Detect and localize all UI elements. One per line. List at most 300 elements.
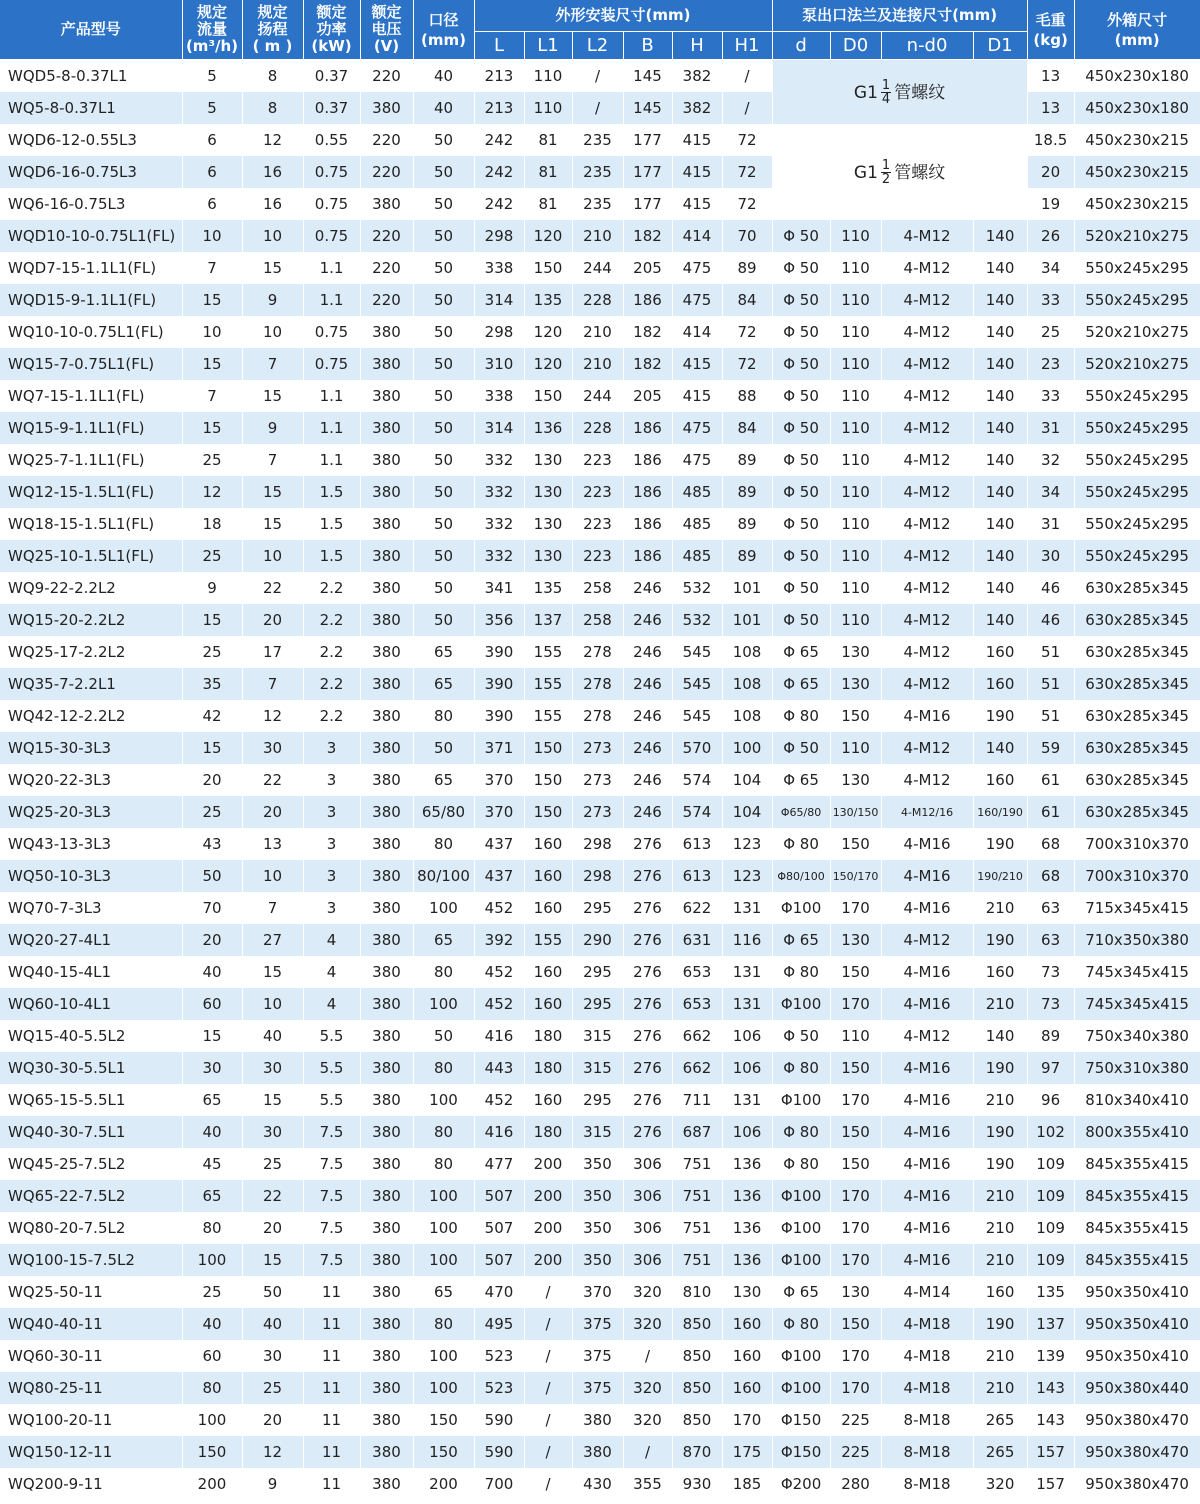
cell-D0: 225 [830,1404,881,1436]
cell-box: 550x245x295 [1074,540,1200,572]
cell-n-d0: 4-M12 [881,412,973,444]
table-row [0,860,1200,892]
cell-L1: / [524,1468,572,1500]
cell-caliber: 100 [413,892,474,924]
cell-H1: 131 [722,892,772,924]
cell-n-d0: 8-M18 [881,1436,973,1468]
cell-model: WQ50-10-3L3 [0,860,182,892]
cell-D0: 110 [830,732,881,764]
cell-L1: 130 [524,540,572,572]
cell-flow: 20 [182,764,242,796]
cell-flow: 5 [182,92,242,124]
cell-voltage: 380 [360,1276,413,1308]
cell-flow: 40 [182,1116,242,1148]
cell-flow: 6 [182,124,242,156]
cell-head: 12 [242,1436,303,1468]
cell-H1: 104 [722,796,772,828]
cell-D0: 130 [830,636,881,668]
cell-H: 751 [672,1244,722,1276]
cell-L2: 244 [572,380,623,412]
cell-L2: 273 [572,796,623,828]
cell-model: WQ35-7-2.2L1 [0,668,182,700]
cell-flow: 43 [182,828,242,860]
cell-H: 653 [672,988,722,1020]
cell-L: 390 [474,700,524,732]
cell-model: WQ30-30-5.5L1 [0,1052,182,1084]
cell-D1: 190 [973,1052,1027,1084]
cell-box: 630x285x345 [1074,604,1200,636]
cell-head: 12 [242,700,303,732]
cell-caliber: 40 [413,92,474,124]
cell-box: 630x285x345 [1074,732,1200,764]
cell-D0: 150/170 [830,860,881,892]
cell-L1: 160 [524,892,572,924]
cell-caliber: 50 [413,476,474,508]
cell-L1: 150 [524,380,572,412]
cell-D1: 160 [973,764,1027,796]
cell-model: WQ10-10-0.75L1(FL) [0,316,182,348]
cell-caliber: 80 [413,1116,474,1148]
cell-B: 246 [623,668,672,700]
cell-n-d0: 4-M14 [881,1276,973,1308]
cell-B: 246 [623,764,672,796]
cell-power: 11 [303,1436,360,1468]
cell-flow: 150 [182,1436,242,1468]
table-row [0,60,1200,93]
table-row [0,1340,1200,1372]
cell-flow: 10 [182,220,242,252]
cell-H: 631 [672,924,722,956]
cell-power: 11 [303,1404,360,1436]
cell-caliber: 80 [413,1148,474,1180]
cell-D1: 210 [973,988,1027,1020]
cell-D0: 150 [830,956,881,988]
cell-flow: 50 [182,860,242,892]
cell-flow: 7 [182,380,242,412]
cell-box: 450x230x215 [1074,188,1200,220]
cell-L1: 130 [524,508,572,540]
cell-flow: 25 [182,796,242,828]
cell-L: 332 [474,444,524,476]
header-install-group: 外形安装尺寸(mm) [474,0,772,32]
cell-L1: 155 [524,668,572,700]
cell-H1: 106 [722,1052,772,1084]
cell-weight: 135 [1027,1276,1074,1308]
cell-flow: 25 [182,444,242,476]
header-power: 额定 功率 (kW) [303,0,360,60]
cell-d: Φ 65 [772,1276,830,1308]
cell-H: 622 [672,892,722,924]
cell-head: 7 [242,668,303,700]
cell-weight: 19 [1027,188,1074,220]
cell-H1: 89 [722,444,772,476]
cell-D0: 110 [830,220,881,252]
cell-voltage: 380 [360,860,413,892]
cell-head: 30 [242,732,303,764]
cell-B: 246 [623,732,672,764]
cell-caliber: 50 [413,732,474,764]
cell-weight: 26 [1027,220,1074,252]
cell-D0: 170 [830,1372,881,1404]
cell-B: 276 [623,988,672,1020]
cell-B: 186 [623,540,672,572]
cell-power: 0.75 [303,188,360,220]
cell-box: 520x210x275 [1074,220,1200,252]
cell-head: 15 [242,380,303,412]
cell-L1: 81 [524,156,572,188]
cell-L1: 136 [524,412,572,444]
cell-voltage: 380 [360,1244,413,1276]
cell-box: 700x310x370 [1074,828,1200,860]
cell-L2: 380 [572,1436,623,1468]
cell-L2: 235 [572,188,623,220]
cell-voltage: 380 [360,1052,413,1084]
cell-model: WQ40-40-11 [0,1308,182,1340]
cell-B: 276 [623,1084,672,1116]
cell-L1: 180 [524,1116,572,1148]
cell-L2: 315 [572,1116,623,1148]
cell-H: 930 [672,1468,722,1500]
cell-caliber: 65 [413,1276,474,1308]
cell-voltage: 380 [360,348,413,380]
cell-model: WQ43-13-3L3 [0,828,182,860]
cell-d: Φ 50 [772,316,830,348]
cell-L2: 210 [572,348,623,380]
cell-caliber: 50 [413,540,474,572]
cell-box: 630x285x345 [1074,700,1200,732]
cell-L2: 223 [572,476,623,508]
cell-H: 382 [672,60,722,93]
cell-H1: 72 [722,156,772,188]
cell-L: 416 [474,1116,524,1148]
cell-D0: 110 [830,380,881,412]
cell-L1: 160 [524,988,572,1020]
cell-L: 332 [474,508,524,540]
cell-head: 22 [242,764,303,796]
cell-H1: 84 [722,412,772,444]
cell-L1: / [524,1404,572,1436]
cell-power: 3 [303,860,360,892]
cell-caliber: 50 [413,220,474,252]
cell-power: 1.1 [303,444,360,476]
cell-head: 9 [242,1468,303,1500]
cell-D0: 150 [830,700,881,732]
cell-caliber: 100 [413,1244,474,1276]
cell-L2: 315 [572,1020,623,1052]
cell-caliber: 50 [413,1020,474,1052]
header-d: d [772,32,830,60]
cell-flow: 5 [182,60,242,93]
cell-voltage: 380 [360,636,413,668]
cell-model: WQ15-9-1.1L1(FL) [0,412,182,444]
cell-head: 30 [242,1340,303,1372]
header-L1: L1 [524,32,572,60]
cell-voltage: 380 [360,700,413,732]
header-head: 规定 扬程 ( m ) [242,0,303,60]
cell-box: 450x230x180 [1074,60,1200,93]
cell-H: 415 [672,380,722,412]
cell-D1: 190 [973,1148,1027,1180]
cell-D1: 190 [973,1308,1027,1340]
thread-note-g1-1-4: G1 $\frac{1}{4}$ 管螺纹 [772,60,1027,125]
cell-d: Φ 50 [772,508,830,540]
cell-head: 20 [242,796,303,828]
table-row [0,1436,1200,1468]
cell-n-d0: 4-M12 [881,476,973,508]
cell-head: 15 [242,508,303,540]
cell-head: 7 [242,348,303,380]
cell-n-d0: 4-M12 [881,380,973,412]
cell-n-d0: 4-M16 [881,1212,973,1244]
cell-caliber: 50 [413,284,474,316]
cell-voltage: 220 [360,156,413,188]
cell-d: Φ100 [772,1372,830,1404]
cell-D1: 320 [973,1468,1027,1500]
cell-weight: 33 [1027,284,1074,316]
cell-L1: 81 [524,188,572,220]
cell-d: Φ150 [772,1404,830,1436]
cell-L2: 350 [572,1148,623,1180]
cell-n-d0: 8-M18 [881,1404,973,1436]
cell-voltage: 380 [360,476,413,508]
cell-L: 590 [474,1404,524,1436]
cell-L: 370 [474,796,524,828]
cell-head: 20 [242,1404,303,1436]
cell-H1: 116 [722,924,772,956]
cell-n-d0: 4-M16 [881,1180,973,1212]
table-row [0,732,1200,764]
cell-n-d0: 4-M12 [881,316,973,348]
cell-box: 550x245x295 [1074,380,1200,412]
cell-head: 40 [242,1308,303,1340]
cell-H1: 88 [722,380,772,412]
cell-weight: 143 [1027,1404,1074,1436]
cell-D1: 210 [973,1212,1027,1244]
cell-power: 3 [303,732,360,764]
cell-caliber: 80 [413,1308,474,1340]
cell-L: 523 [474,1372,524,1404]
cell-weight: 31 [1027,508,1074,540]
cell-L2: 375 [572,1372,623,1404]
cell-weight: 61 [1027,764,1074,796]
cell-D1: 140 [973,284,1027,316]
header-flange-group: 泵出口法兰及连接尺寸(mm) [772,0,1027,32]
cell-box: 950x380x470 [1074,1436,1200,1468]
cell-H1: 131 [722,956,772,988]
cell-n-d0: 4-M12 [881,764,973,796]
cell-weight: 18.5 [1027,124,1074,156]
cell-D1: 140 [973,732,1027,764]
cell-H: 850 [672,1308,722,1340]
cell-flow: 15 [182,1020,242,1052]
cell-B: 145 [623,60,672,93]
cell-d: Φ100 [772,1244,830,1276]
cell-D0: 150 [830,828,881,860]
cell-L: 416 [474,1020,524,1052]
cell-B: 205 [623,252,672,284]
cell-model: WQ80-25-11 [0,1372,182,1404]
cell-caliber: 50 [413,252,474,284]
cell-D0: 110 [830,348,881,380]
cell-L2: 295 [572,988,623,1020]
cell-D0: 150 [830,1052,881,1084]
cell-box: 630x285x345 [1074,764,1200,796]
cell-voltage: 380 [360,796,413,828]
cell-box: 550x245x295 [1074,284,1200,316]
cell-L: 495 [474,1308,524,1340]
cell-B: 276 [623,828,672,860]
cell-L1: 120 [524,348,572,380]
cell-D0: 170 [830,1180,881,1212]
cell-H: 574 [672,796,722,828]
cell-voltage: 380 [360,668,413,700]
cell-B: 306 [623,1244,672,1276]
cell-power: 5.5 [303,1052,360,1084]
cell-D1: 140 [973,348,1027,380]
cell-flow: 42 [182,700,242,732]
cell-voltage: 220 [360,124,413,156]
cell-head: 16 [242,156,303,188]
cell-L: 314 [474,284,524,316]
cell-box: 845x355x415 [1074,1244,1200,1276]
cell-box: 950x350x410 [1074,1276,1200,1308]
cell-D0: 150 [830,1116,881,1148]
cell-voltage: 380 [360,188,413,220]
cell-B: 186 [623,284,672,316]
cell-n-d0: 4-M16 [881,988,973,1020]
cell-D0: 110 [830,444,881,476]
cell-D1: 140 [973,220,1027,252]
cell-H: 662 [672,1052,722,1084]
cell-voltage: 380 [360,316,413,348]
cell-weight: 139 [1027,1340,1074,1372]
table-row [0,700,1200,732]
cell-D0: 170 [830,988,881,1020]
cell-B: 177 [623,156,672,188]
cell-weight: 31 [1027,412,1074,444]
cell-n-d0: 4-M16 [881,860,973,892]
cell-power: 5.5 [303,1020,360,1052]
cell-d: Φ100 [772,892,830,924]
cell-d: Φ200 [772,1468,830,1500]
cell-L: 390 [474,636,524,668]
cell-head: 50 [242,1276,303,1308]
cell-D1: 190 [973,700,1027,732]
cell-L1: 135 [524,572,572,604]
cell-B: 177 [623,124,672,156]
cell-weight: 25 [1027,316,1074,348]
cell-head: 40 [242,1020,303,1052]
table-row [0,1404,1200,1436]
cell-head: 15 [242,252,303,284]
cell-flow: 25 [182,636,242,668]
cell-voltage: 380 [360,1372,413,1404]
cell-D0: 110 [830,316,881,348]
cell-L: 470 [474,1276,524,1308]
cell-L1: 110 [524,60,572,93]
cell-power: 11 [303,1308,360,1340]
cell-flow: 80 [182,1372,242,1404]
cell-H1: 136 [722,1212,772,1244]
cell-B: 320 [623,1372,672,1404]
cell-H: 382 [672,92,722,124]
cell-flow: 45 [182,1148,242,1180]
cell-caliber: 50 [413,348,474,380]
table-row [0,508,1200,540]
cell-L: 338 [474,380,524,412]
cell-D1: 265 [973,1404,1027,1436]
table-row [0,1116,1200,1148]
cell-D0: 170 [830,1084,881,1116]
cell-head: 8 [242,92,303,124]
cell-box: 630x285x345 [1074,572,1200,604]
cell-n-d0: 4-M16 [881,1244,973,1276]
cell-D1: 140 [973,540,1027,572]
cell-B: 306 [623,1148,672,1180]
cell-caliber: 80 [413,700,474,732]
cell-L: 356 [474,604,524,636]
cell-model: WQ70-7-3L3 [0,892,182,924]
cell-voltage: 380 [360,1436,413,1468]
cell-weight: 30 [1027,540,1074,572]
cell-model: WQ60-30-11 [0,1340,182,1372]
cell-voltage: 380 [360,1340,413,1372]
cell-H: 475 [672,252,722,284]
table-row [0,668,1200,700]
cell-L2: 244 [572,252,623,284]
cell-weight: 157 [1027,1468,1074,1500]
cell-caliber: 100 [413,1180,474,1212]
cell-flow: 65 [182,1180,242,1212]
cell-flow: 18 [182,508,242,540]
cell-L: 507 [474,1244,524,1276]
cell-L: 523 [474,1340,524,1372]
cell-L: 507 [474,1180,524,1212]
cell-B: 145 [623,92,672,124]
cell-n-d0: 4-M12 [881,508,973,540]
cell-B: 276 [623,892,672,924]
cell-d: Φ 65 [772,764,830,796]
cell-L2: 290 [572,924,623,956]
cell-caliber: 50 [413,444,474,476]
cell-model: WQ150-12-11 [0,1436,182,1468]
cell-flow: 40 [182,1308,242,1340]
cell-n-d0: 4-M12 [881,540,973,572]
table-row [0,636,1200,668]
cell-model: WQ6-16-0.75L3 [0,188,182,220]
cell-H1: 175 [722,1436,772,1468]
cell-box: 630x285x345 [1074,668,1200,700]
cell-L2: 278 [572,700,623,732]
cell-caliber: 50 [413,508,474,540]
cell-L: 452 [474,1084,524,1116]
cell-D1: 160/190 [973,796,1027,828]
cell-H: 613 [672,860,722,892]
cell-n-d0: 4-M16 [881,956,973,988]
cell-L2: 298 [572,860,623,892]
cell-flow: 30 [182,1052,242,1084]
cell-D1: 140 [973,1020,1027,1052]
header-H1: H1 [722,32,772,60]
cell-voltage: 380 [360,732,413,764]
cell-B: 186 [623,508,672,540]
cell-power: 11 [303,1468,360,1500]
cell-d: Φ100 [772,988,830,1020]
cell-model: WQ25-10-1.5L1(FL) [0,540,182,572]
table-row [0,1212,1200,1244]
cell-D1: 210 [973,1372,1027,1404]
cell-L2: 223 [572,444,623,476]
